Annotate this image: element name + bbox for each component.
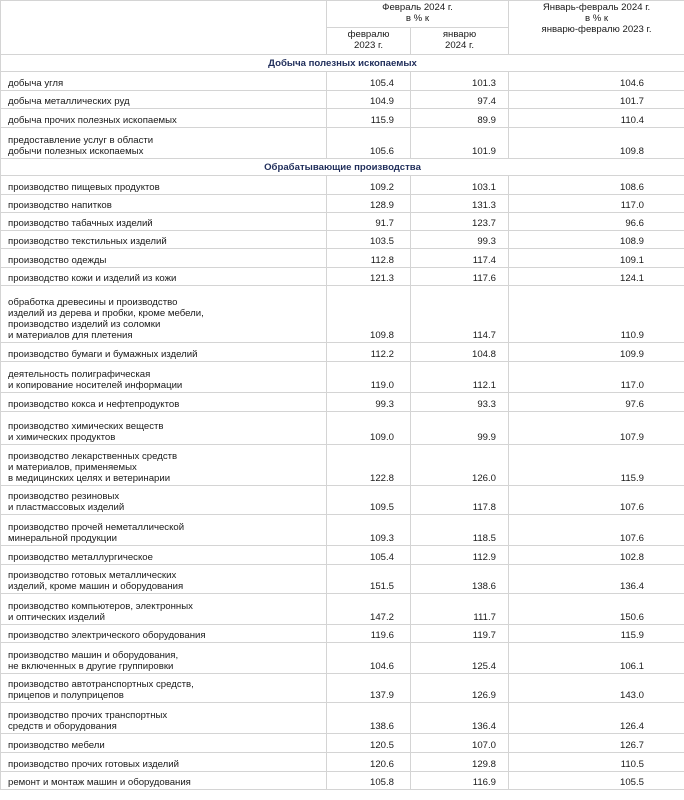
value-cumulative: 110.4	[509, 109, 684, 128]
industry-name: производство табачных изделий	[1, 213, 327, 231]
value-feb-vs-jan: 125.4	[411, 643, 509, 674]
value-feb-vs-jan: 126.0	[411, 445, 509, 486]
value-cumulative: 96.6	[509, 213, 684, 231]
industry-name: производство прочей неметаллической минеральной продукции	[1, 515, 327, 546]
value-feb-vs-jan: 116.9	[411, 772, 509, 790]
value-cumulative: 104.6	[509, 72, 684, 91]
value-feb-vs-feb: 112.8	[327, 249, 411, 268]
table-row	[1, 486, 684, 515]
value-feb-vs-feb: 109.8	[327, 286, 411, 343]
industry-name: производство прочих транспортных средств и оборудования	[1, 703, 327, 734]
value-cumulative: 117.0	[509, 362, 684, 393]
value-feb-vs-jan: 103.1	[411, 176, 509, 195]
header-feb-vs-jan: январю 2024 г.	[411, 28, 509, 55]
value-cumulative: 102.8	[509, 546, 684, 565]
value-feb-vs-feb: 120.5	[327, 734, 411, 753]
value-cumulative: 108.9	[509, 231, 684, 249]
value-feb-vs-jan: 118.5	[411, 515, 509, 546]
table-row	[1, 772, 684, 790]
industry-name: производство готовых металлических изделий, кроме машин и оборудования	[1, 565, 327, 594]
industry-name: производство электрического оборудования	[1, 625, 327, 643]
value-cumulative: 106.1	[509, 643, 684, 674]
table-row	[1, 594, 684, 625]
industry-name: производство текстильных изделий	[1, 231, 327, 249]
value-feb-vs-jan: 97.4	[411, 91, 509, 109]
table-row	[1, 546, 684, 565]
value-feb-vs-jan: 107.0	[411, 734, 509, 753]
value-feb-vs-jan: 99.3	[411, 231, 509, 249]
value-feb-vs-feb: 122.8	[327, 445, 411, 486]
table-row	[1, 625, 684, 643]
value-feb-vs-feb: 119.6	[327, 625, 411, 643]
header-empty-cell	[1, 1, 327, 55]
value-feb-vs-jan: 101.9	[411, 128, 509, 159]
value-cumulative: 107.9	[509, 412, 684, 445]
value-cumulative: 109.9	[509, 343, 684, 362]
value-feb-vs-feb: 105.4	[327, 546, 411, 565]
industry-name: производство компьютеров, электронных и оптических изделий	[1, 594, 327, 625]
value-feb-vs-jan: 129.8	[411, 753, 509, 772]
value-cumulative: 105.5	[509, 772, 684, 790]
value-cumulative: 126.4	[509, 703, 684, 734]
value-feb-vs-jan: 89.9	[411, 109, 509, 128]
industry-name: производство машин и оборудования, не включенных в другие группировки	[1, 643, 327, 674]
value-feb-vs-jan: 93.3	[411, 393, 509, 412]
industry-name: деятельность полиграфическая и копирование носителей информации	[1, 362, 327, 393]
value-cumulative: 109.1	[509, 249, 684, 268]
value-feb-vs-feb: 99.3	[327, 393, 411, 412]
industry-name: производство резиновых и пластмассовых изделий	[1, 486, 327, 515]
value-feb-vs-jan: 117.4	[411, 249, 509, 268]
value-feb-vs-feb: 105.8	[327, 772, 411, 790]
value-cumulative: 126.7	[509, 734, 684, 753]
industry-name: производство лекарственных средств и материалов, применяемых в медицинских целях и ветеринарии	[1, 445, 327, 486]
value-feb-vs-feb: 138.6	[327, 703, 411, 734]
industry-name: производство химических веществ и химических продуктов	[1, 412, 327, 445]
value-cumulative: 110.9	[509, 286, 684, 343]
table-row	[1, 643, 684, 674]
value-feb-vs-feb: 119.0	[327, 362, 411, 393]
value-feb-vs-jan: 138.6	[411, 565, 509, 594]
table-row	[1, 195, 684, 213]
value-feb-vs-feb: 91.7	[327, 213, 411, 231]
value-cumulative: 115.9	[509, 625, 684, 643]
value-feb-vs-jan: 126.9	[411, 674, 509, 703]
value-feb-vs-feb: 147.2	[327, 594, 411, 625]
header-cumulative: Январь-февраль 2024 г. в % к январю-февралю 2023 г.	[509, 1, 684, 55]
industry-name: производство напитков	[1, 195, 327, 213]
industry-name: производство бумаги и бумажных изделий	[1, 343, 327, 362]
value-feb-vs-jan: 99.9	[411, 412, 509, 445]
value-cumulative: 115.9	[509, 445, 684, 486]
value-feb-vs-feb: 105.4	[327, 72, 411, 91]
table-row	[1, 412, 684, 445]
table-row	[1, 213, 684, 231]
industry-name: производство пищевых продуктов	[1, 176, 327, 195]
value-feb-vs-feb: 121.3	[327, 268, 411, 286]
industry-name: производство автотранспортных средств, прицепов и полуприцепов	[1, 674, 327, 703]
table-row	[1, 286, 684, 343]
industry-name: производство мебели	[1, 734, 327, 753]
table-row	[1, 703, 684, 734]
table-row	[1, 109, 684, 128]
industry-name: производство кожи и изделий из кожи	[1, 268, 327, 286]
industry-name: добыча прочих полезных ископаемых	[1, 109, 327, 128]
value-feb-vs-jan: 104.8	[411, 343, 509, 362]
value-cumulative: 97.6	[509, 393, 684, 412]
value-cumulative: 109.8	[509, 128, 684, 159]
table-row	[1, 343, 684, 362]
industry-name: ремонт и монтаж машин и оборудования	[1, 772, 327, 790]
value-feb-vs-jan: 119.7	[411, 625, 509, 643]
industry-name: добыча металлических руд	[1, 91, 327, 109]
industry-name: предоставление услуг в области добычи полезных ископаемых	[1, 128, 327, 159]
value-feb-vs-jan: 123.7	[411, 213, 509, 231]
value-cumulative: 143.0	[509, 674, 684, 703]
table-row	[1, 128, 684, 159]
value-cumulative: 124.1	[509, 268, 684, 286]
value-feb-vs-feb: 151.5	[327, 565, 411, 594]
value-feb-vs-feb: 109.2	[327, 176, 411, 195]
industry-name: обработка древесины и производство изделий из дерева и пробки, кроме мебели, производство изделий из соломки и материалов для плетения	[1, 286, 327, 343]
table-row	[1, 268, 684, 286]
value-feb-vs-feb: 115.9	[327, 109, 411, 128]
value-feb-vs-jan: 101.3	[411, 72, 509, 91]
value-feb-vs-feb: 109.5	[327, 486, 411, 515]
value-feb-vs-jan: 131.3	[411, 195, 509, 213]
section-title: Обрабатывающие производства	[1, 159, 684, 176]
table-row	[1, 515, 684, 546]
value-feb-vs-jan: 112.1	[411, 362, 509, 393]
value-feb-vs-jan: 114.7	[411, 286, 509, 343]
section-header	[1, 159, 684, 176]
table-row	[1, 753, 684, 772]
value-feb-vs-feb: 120.6	[327, 753, 411, 772]
value-feb-vs-feb: 137.9	[327, 674, 411, 703]
value-cumulative: 108.6	[509, 176, 684, 195]
table-row	[1, 674, 684, 703]
value-feb-vs-jan: 117.6	[411, 268, 509, 286]
industry-name: производство кокса и нефтепродуктов	[1, 393, 327, 412]
value-feb-vs-jan: 136.4	[411, 703, 509, 734]
industry-name: производство одежды	[1, 249, 327, 268]
value-feb-vs-jan: 111.7	[411, 594, 509, 625]
industry-name: производство металлургическое	[1, 546, 327, 565]
value-feb-vs-feb: 109.0	[327, 412, 411, 445]
value-feb-vs-feb: 112.2	[327, 343, 411, 362]
table-row	[1, 176, 684, 195]
table-row	[1, 91, 684, 109]
value-cumulative: 150.6	[509, 594, 684, 625]
value-feb-vs-feb: 104.9	[327, 91, 411, 109]
table-row	[1, 231, 684, 249]
table-row	[1, 565, 684, 594]
value-feb-vs-feb: 103.5	[327, 231, 411, 249]
value-cumulative: 107.6	[509, 486, 684, 515]
table-row	[1, 734, 684, 753]
value-cumulative: 136.4	[509, 565, 684, 594]
section-title: Добыча полезных ископаемых	[1, 55, 684, 72]
table-row	[1, 362, 684, 393]
value-feb-vs-feb: 109.3	[327, 515, 411, 546]
value-feb-vs-jan: 117.8	[411, 486, 509, 515]
value-feb-vs-feb: 128.9	[327, 195, 411, 213]
section-header	[1, 55, 684, 72]
value-cumulative: 107.6	[509, 515, 684, 546]
value-cumulative: 101.7	[509, 91, 684, 109]
value-cumulative: 110.5	[509, 753, 684, 772]
industry-name: производство прочих готовых изделий	[1, 753, 327, 772]
table-row	[1, 249, 684, 268]
table-row	[1, 445, 684, 486]
value-cumulative: 117.0	[509, 195, 684, 213]
value-feb-vs-jan: 112.9	[411, 546, 509, 565]
value-feb-vs-feb: 104.6	[327, 643, 411, 674]
header-feb-period: Февраль 2024 г. в % к	[327, 1, 509, 28]
industry-name: добыча угля	[1, 72, 327, 91]
table-row	[1, 393, 684, 412]
value-feb-vs-feb: 105.6	[327, 128, 411, 159]
table-row	[1, 72, 684, 91]
header-feb-vs-feb: февралю 2023 г.	[327, 28, 411, 55]
